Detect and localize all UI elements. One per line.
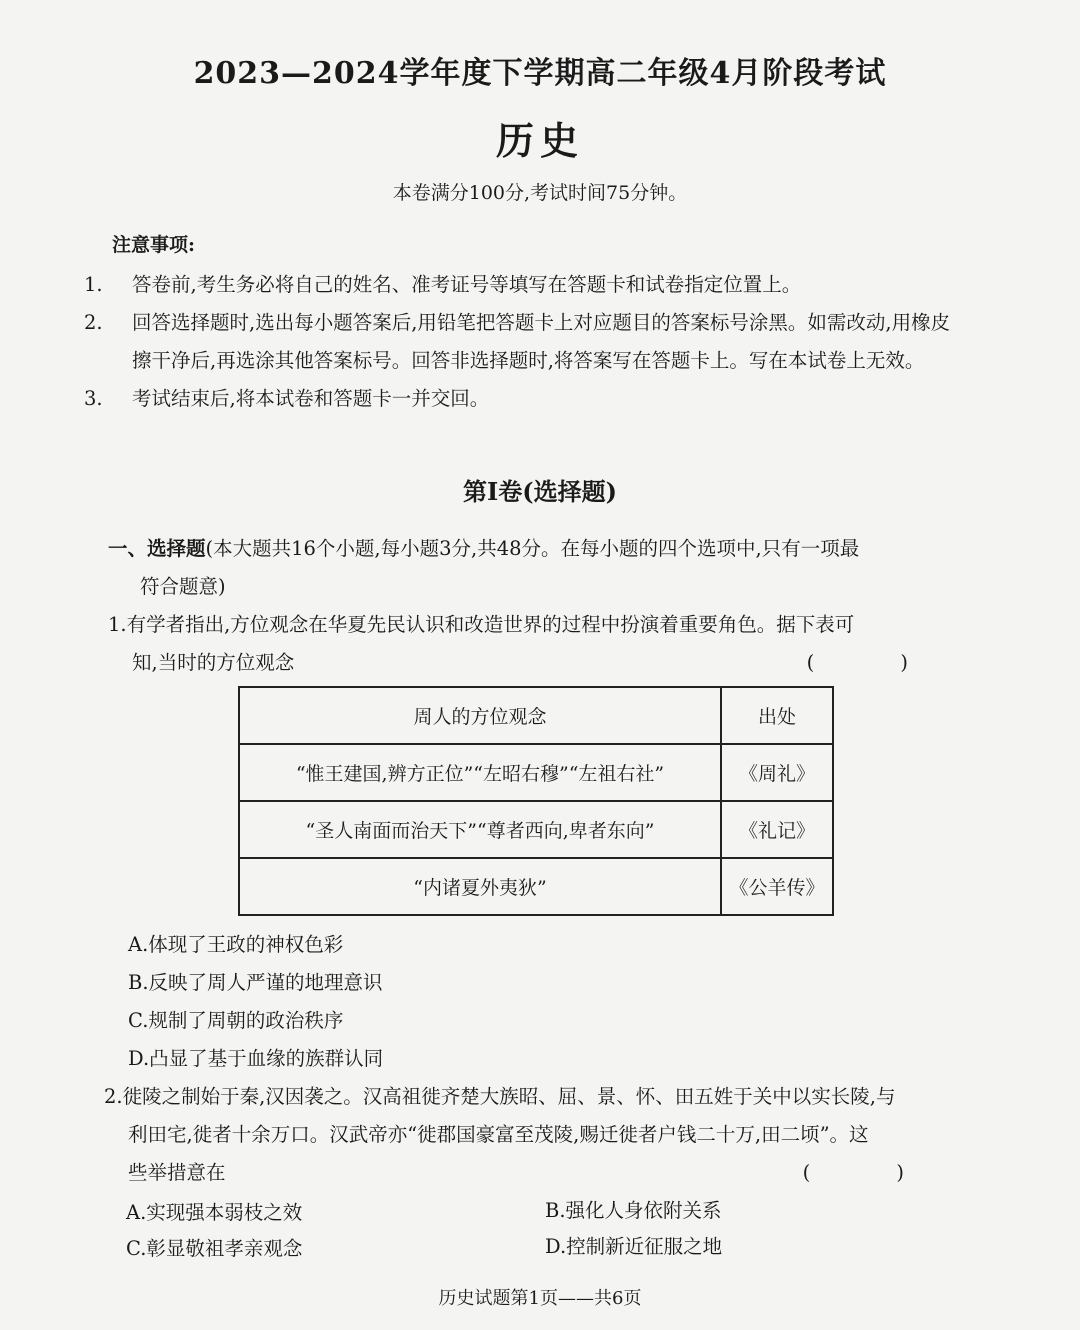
section-desc: (本大题共16个小题,每小题3分,共48分。在每小题的四个选项中,只有一项最 — [205, 537, 860, 560]
notice-text: 回答选择题时,选出每小题答案后,用铅笔把答题卡上对应题目的答案标号涂黑。如需改动,用橡皮擦干净后,再选涂其他答案标号。回答非选择题时,将答案写在答题卡上。写在本试卷上无效。 — [132, 311, 951, 372]
notice-text: 答卷前,考生务必将自己的姓名、准考证号等填写在答题卡和试卷指定位置上。 — [132, 273, 802, 296]
notice-number: 1. — [84, 273, 103, 296]
table-cell: 《周礼》 — [721, 744, 833, 801]
option-b: B.强化人身依附关系 — [545, 1199, 722, 1222]
table-header: 出处 — [721, 687, 833, 744]
notice-list — [84, 266, 958, 418]
notice-number: 3. — [84, 387, 103, 410]
option-d: D.控制新近征服之地 — [545, 1235, 723, 1258]
option-a: A.实现强本弱枝之效 — [126, 1201, 303, 1224]
subject-title: 历史 — [495, 118, 584, 163]
volume-heading: 第Ⅰ卷(选择题) — [463, 477, 617, 506]
table-cell: 《公羊传》 — [721, 858, 833, 915]
exam-title: 2023—2024学年度下学期高二年级4月阶段考试 — [193, 56, 887, 91]
table-cell: “内诸夏外夷狄” — [239, 858, 721, 915]
option-c: C.规制了周朝的政治秩序 — [128, 1009, 344, 1032]
table-row — [239, 744, 833, 801]
option-a: A.体现了王政的神权色彩 — [128, 933, 344, 956]
source-table — [238, 686, 834, 916]
exam-info: 本卷满分100分,考试时间75分钟。 — [392, 182, 688, 204]
option-d: D.凸显了基于血缘的族群认同 — [128, 1047, 384, 1070]
option-c: C.彰显敬祖孝亲观念 — [126, 1237, 303, 1260]
question-1-line2: 知,当时的方位观念 — [132, 651, 295, 674]
question-2-line3: 些举措意在 — [128, 1161, 226, 1184]
table-cell: “圣人南面而治天下”“尊者西向,卑者东向” — [239, 801, 721, 858]
section-heading — [108, 530, 958, 606]
notice-item — [84, 380, 958, 418]
table-header: 周人的方位观念 — [239, 687, 721, 744]
notice-text: 考试结束后,将本试卷和答题卡一并交回。 — [132, 387, 490, 410]
table-header-row — [239, 687, 833, 744]
question-2 — [104, 1078, 954, 1192]
question-1 — [108, 606, 958, 682]
section-desc-cont: 符合题意) — [140, 575, 226, 598]
section-label: 一、选择题 — [108, 537, 206, 560]
question-2-line1: 2.徙陵之制始于秦,汉因袭之。汉高祖徙齐楚大族昭、屈、景、怀、田五姓于关中以实长陵,与 — [104, 1085, 896, 1108]
answer-bracket: ( ) — [802, 1161, 944, 1184]
table-row — [239, 858, 833, 915]
table-cell: “惟王建国,辨方正位”“左昭右穆”“左祖右社” — [239, 744, 721, 801]
notice-number: 2. — [84, 311, 103, 334]
table-row — [239, 801, 833, 858]
notice-item — [84, 304, 958, 380]
option-b: B.反映了周人严谨的地理意识 — [128, 971, 383, 994]
question-1-line1: 1.有学者指出,方位观念在华夏先民认识和改造世界的过程中扮演着重要角色。据下表可 — [108, 613, 855, 636]
notice-item — [84, 266, 958, 304]
table-cell: 《礼记》 — [721, 801, 833, 858]
answer-bracket: ( ) — [806, 651, 948, 674]
question-2-line2: 利田宅,徙者十余万口。汉武帝亦“徙郡国豪富至茂陵,赐迁徙者户钱二十万,田二顷”。这 — [128, 1123, 869, 1146]
page-footer: 历史试题第1页——共6页 — [438, 1288, 642, 1309]
notice-heading: 注意事项: — [112, 234, 196, 256]
